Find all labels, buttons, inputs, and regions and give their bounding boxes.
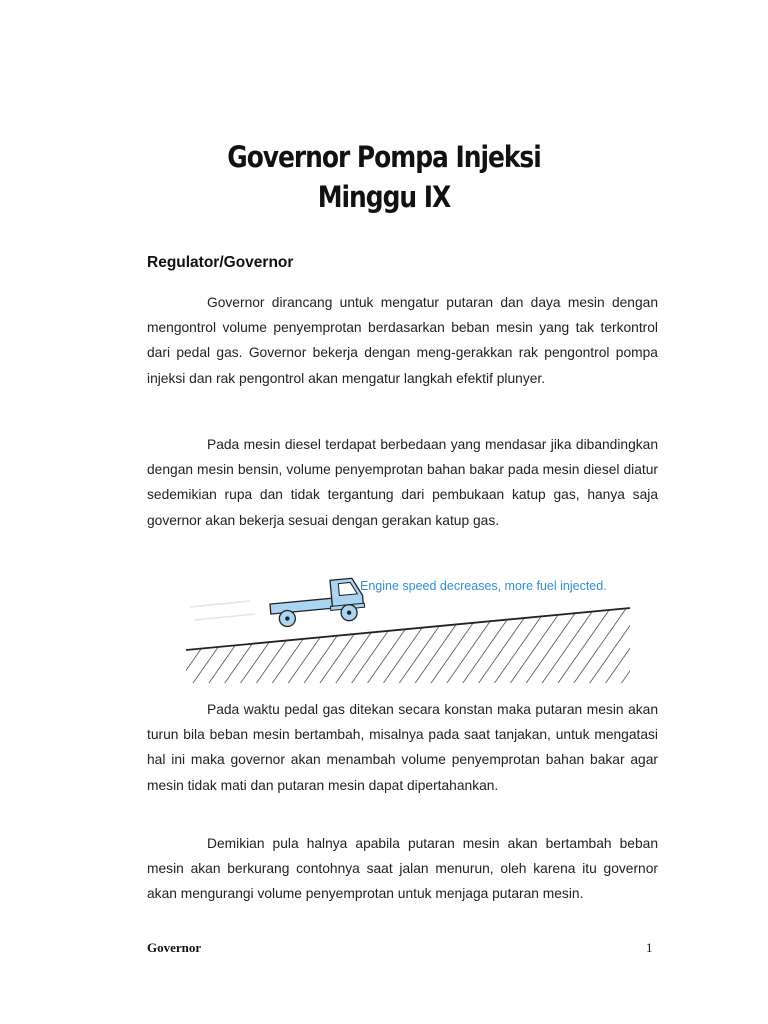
paragraph-downhill: Demikian pula halnya apabila putaran mesin akan bertambah beban mesin akan berkurang contohnya saat jalan menurun, oleh karena itu governor akan mengurangi volume penyemprotan untuk menjaga putaran mesin. [147, 835, 658, 902]
page-title: Governor Pompa Injeksi [227, 140, 541, 174]
page-number: 1 [646, 940, 653, 955]
paragraph-diesel: Pada mesin diesel terdapat berbedaan yang mendasar jika dibandingkan dengan mesin bensin, volume penyemprotan bahan bakar pada mesin diesel diatur sedemikian rupa dan tidak tergantung dari pembukaan katup gas, hanya saja governor akan bekerja sesuai dengan gerakan katup gas. [147, 436, 658, 528]
figure-caption: Engine speed decreases, more fuel injected. [360, 579, 607, 593]
page-subtitle: Minggu IX [317, 180, 451, 214]
section-heading: Regulator/Governor [147, 254, 294, 271]
hill-slope-hatching [186, 608, 630, 683]
paragraph-uphill: Pada waktu pedal gas ditekan secara konstan maka putaran mesin akan turun bila beban mesin bertambah, misalnya pada saat tanjakan, untuk mengatasi hal ini maka governor akan menambah volume penyemprotan bahan bakar agar mesin tidak mati dan putaran mesin dapat dipertahankan. [147, 701, 658, 793]
truck-icon [268, 577, 366, 628]
paragraph-intro: Governor dirancang untuk mengatur putaran dan daya mesin dengan mengontrol volume penyemprotan berdasarkan beban mesin yang tak terkontrol dari pedal gas. Governor bekerja dengan meng-gerakkan rak pengontrol pompa injeksi dan rak pengontrol akan mengatur langkah efektif plunyer. [147, 294, 658, 386]
footer-title: Governor [147, 940, 202, 955]
